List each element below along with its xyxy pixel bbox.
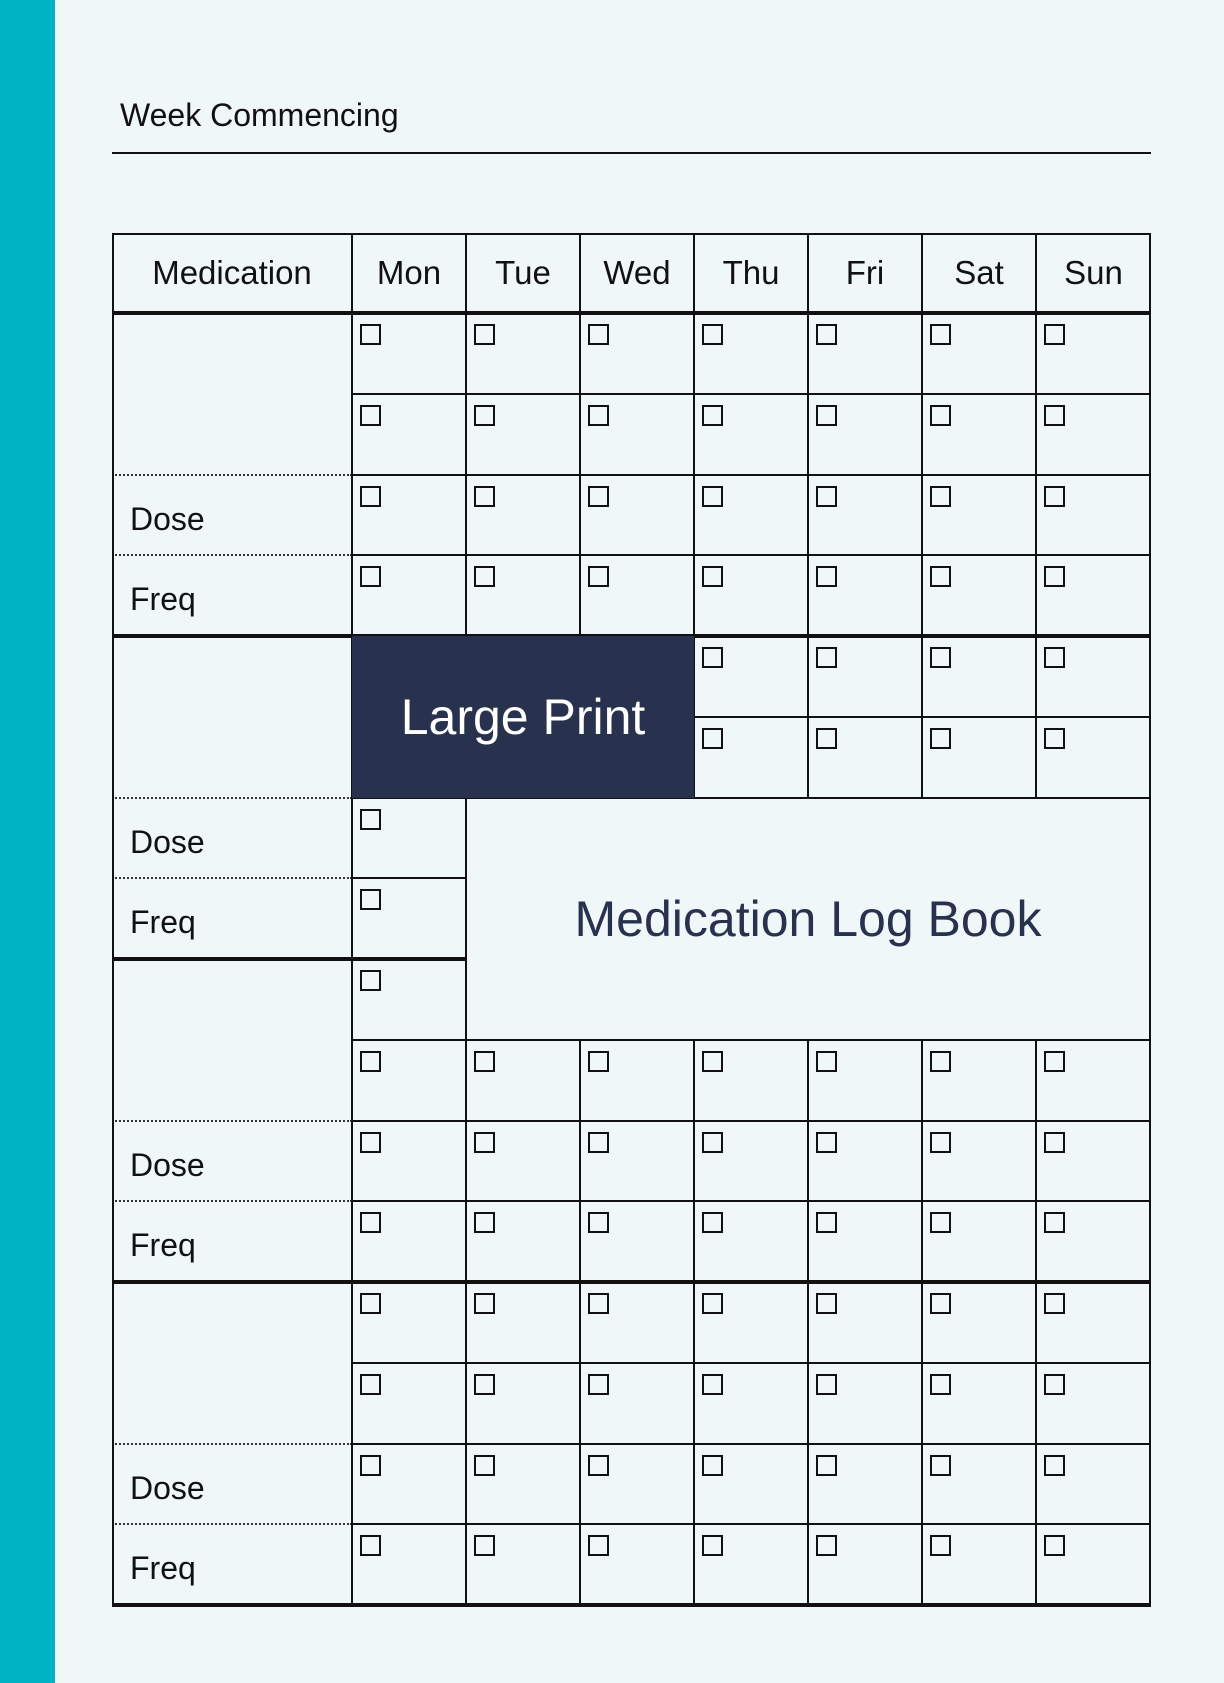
dose-checkbox[interactable] [702, 1455, 723, 1476]
day-row-divider [352, 474, 1151, 476]
dose-checkbox[interactable] [702, 486, 723, 507]
dose-checkbox[interactable] [816, 1051, 837, 1072]
dose-checkbox[interactable] [588, 486, 609, 507]
dose-checkbox[interactable] [816, 1374, 837, 1395]
block-separator-rule [112, 1280, 1151, 1284]
dose-checkbox[interactable] [474, 1132, 495, 1153]
large-print-badge: Large Print [352, 636, 694, 798]
dose-checkbox[interactable] [588, 1132, 609, 1153]
dose-checkbox[interactable] [588, 324, 609, 345]
day-row-divider [352, 1039, 1151, 1041]
label-dotted-divider [112, 474, 352, 476]
header-bottom-rule [112, 311, 1151, 315]
dose-checkbox[interactable] [1044, 566, 1065, 587]
dose-checkbox[interactable] [360, 486, 381, 507]
dose-checkbox[interactable] [816, 1132, 837, 1153]
day-row-divider [352, 554, 1151, 556]
day-row-divider [352, 1362, 1151, 1364]
label-dotted-divider [112, 797, 352, 799]
dose-checkbox[interactable] [930, 324, 951, 345]
dose-checkbox[interactable] [1044, 1132, 1065, 1153]
dose-checkbox[interactable] [474, 1374, 495, 1395]
dose-checkbox[interactable] [588, 1535, 609, 1556]
dose-checkbox[interactable] [1044, 1374, 1065, 1395]
dose-checkbox[interactable] [930, 1212, 951, 1233]
table-left-border [112, 233, 114, 1605]
dose-checkbox[interactable] [1044, 1535, 1065, 1556]
day-header-fri: Fri [845, 254, 885, 291]
freq-label: Freq [130, 904, 196, 941]
dose-checkbox[interactable] [1044, 1293, 1065, 1314]
dose-checkbox[interactable] [816, 324, 837, 345]
dose-checkbox[interactable] [588, 405, 609, 426]
dose-checkbox[interactable] [702, 647, 723, 668]
dose-checkbox[interactable] [1044, 728, 1065, 749]
dose-checkbox[interactable] [1044, 1051, 1065, 1072]
label-dotted-divider [112, 1200, 352, 1202]
dose-checkbox[interactable] [816, 728, 837, 749]
dose-checkbox[interactable] [702, 1051, 723, 1072]
label-dotted-divider [112, 554, 352, 556]
dose-checkbox[interactable] [930, 728, 951, 749]
dose-checkbox[interactable] [702, 1535, 723, 1556]
medication-log-table [112, 233, 1151, 1605]
dose-checkbox[interactable] [588, 1374, 609, 1395]
dose-checkbox[interactable] [702, 1374, 723, 1395]
dose-checkbox[interactable] [930, 486, 951, 507]
dose-checkbox[interactable] [360, 1293, 381, 1314]
dose-checkbox[interactable] [360, 809, 381, 830]
dose-checkbox[interactable] [702, 728, 723, 749]
dose-checkbox[interactable] [930, 1374, 951, 1395]
dose-checkbox[interactable] [588, 1051, 609, 1072]
week-commencing-label: Week Commencing [120, 97, 399, 133]
dose-checkbox[interactable] [474, 1535, 495, 1556]
dose-checkbox[interactable] [930, 566, 951, 587]
dose-checkbox[interactable] [474, 566, 495, 587]
dose-checkbox[interactable] [1044, 486, 1065, 507]
week-commencing-write-line [112, 152, 1151, 154]
dose-checkbox[interactable] [360, 1455, 381, 1476]
dose-checkbox[interactable] [930, 1132, 951, 1153]
medication-column-header: Medication [152, 254, 312, 291]
table-top-border [112, 233, 1151, 235]
cover-spine-stripe [0, 0, 55, 1683]
dose-checkbox[interactable] [360, 1535, 381, 1556]
dose-label: Dose [130, 1146, 205, 1183]
column-divider [351, 233, 353, 1605]
dose-label: Dose [130, 1469, 205, 1506]
label-dotted-divider [112, 1120, 352, 1122]
day-header-sat: Sat [954, 254, 1004, 291]
label-dotted-divider [112, 877, 352, 879]
dose-checkbox[interactable] [816, 647, 837, 668]
dose-checkbox[interactable] [702, 405, 723, 426]
dose-checkbox[interactable] [702, 566, 723, 587]
dose-checkbox[interactable] [360, 566, 381, 587]
dose-checkbox[interactable] [474, 486, 495, 507]
day-header-sun: Sun [1064, 254, 1123, 291]
dose-label: Dose [130, 823, 205, 860]
freq-label: Freq [130, 581, 196, 618]
book-title: Medication Log Book [467, 799, 1149, 1039]
dose-checkbox[interactable] [588, 1455, 609, 1476]
dose-checkbox[interactable] [1044, 405, 1065, 426]
dose-checkbox[interactable] [474, 324, 495, 345]
dose-checkbox[interactable] [474, 1455, 495, 1476]
day-header-tue: Tue [495, 254, 551, 291]
dose-checkbox[interactable] [930, 405, 951, 426]
day-header-mon: Mon [376, 254, 442, 291]
freq-label: Freq [130, 1227, 196, 1264]
dose-checkbox[interactable] [816, 1212, 837, 1233]
dose-checkbox[interactable] [474, 1293, 495, 1314]
dose-checkbox[interactable] [816, 1535, 837, 1556]
dose-checkbox[interactable] [1044, 324, 1065, 345]
dose-checkbox[interactable] [474, 1212, 495, 1233]
dose-checkbox[interactable] [474, 405, 495, 426]
dose-checkbox[interactable] [1044, 1455, 1065, 1476]
dose-checkbox[interactable] [816, 486, 837, 507]
dose-checkbox[interactable] [930, 647, 951, 668]
dose-checkbox[interactable] [930, 1455, 951, 1476]
dose-checkbox[interactable] [588, 1293, 609, 1314]
dose-checkbox[interactable] [930, 1293, 951, 1314]
day-header-wed: Wed [603, 254, 671, 291]
dose-checkbox[interactable] [1044, 1212, 1065, 1233]
dose-checkbox[interactable] [360, 889, 381, 910]
dose-checkbox[interactable] [816, 1293, 837, 1314]
day-row-divider [352, 393, 1151, 395]
table-right-border [1149, 233, 1151, 1605]
dose-checkbox[interactable] [702, 1293, 723, 1314]
freq-label: Freq [130, 1550, 196, 1587]
label-dotted-divider [112, 1443, 352, 1445]
dose-checkbox[interactable] [360, 1374, 381, 1395]
dose-label: Dose [130, 500, 205, 537]
dose-checkbox[interactable] [360, 1051, 381, 1072]
label-dotted-divider [112, 1523, 352, 1525]
dose-checkbox[interactable] [360, 324, 381, 345]
dose-checkbox[interactable] [816, 1455, 837, 1476]
dose-checkbox[interactable] [1044, 647, 1065, 668]
day-row-divider [352, 1443, 1151, 1445]
dose-checkbox[interactable] [588, 1212, 609, 1233]
dose-checkbox[interactable] [930, 1535, 951, 1556]
dose-checkbox[interactable] [816, 405, 837, 426]
day-header-thu: Thu [722, 254, 780, 291]
dose-checkbox[interactable] [702, 1132, 723, 1153]
dose-checkbox[interactable] [588, 566, 609, 587]
dose-checkbox[interactable] [360, 1132, 381, 1153]
dose-checkbox[interactable] [474, 1051, 495, 1072]
dose-checkbox[interactable] [816, 566, 837, 587]
day-row-divider [352, 1200, 1151, 1202]
dose-checkbox[interactable] [702, 324, 723, 345]
dose-checkbox[interactable] [360, 405, 381, 426]
dose-checkbox[interactable] [360, 1212, 381, 1233]
dose-checkbox[interactable] [360, 970, 381, 991]
dose-checkbox[interactable] [930, 1051, 951, 1072]
block-separator-rule [112, 1603, 1151, 1607]
day-row-divider [352, 1523, 1151, 1525]
dose-checkbox[interactable] [702, 1212, 723, 1233]
day-row-divider [352, 1120, 1151, 1122]
